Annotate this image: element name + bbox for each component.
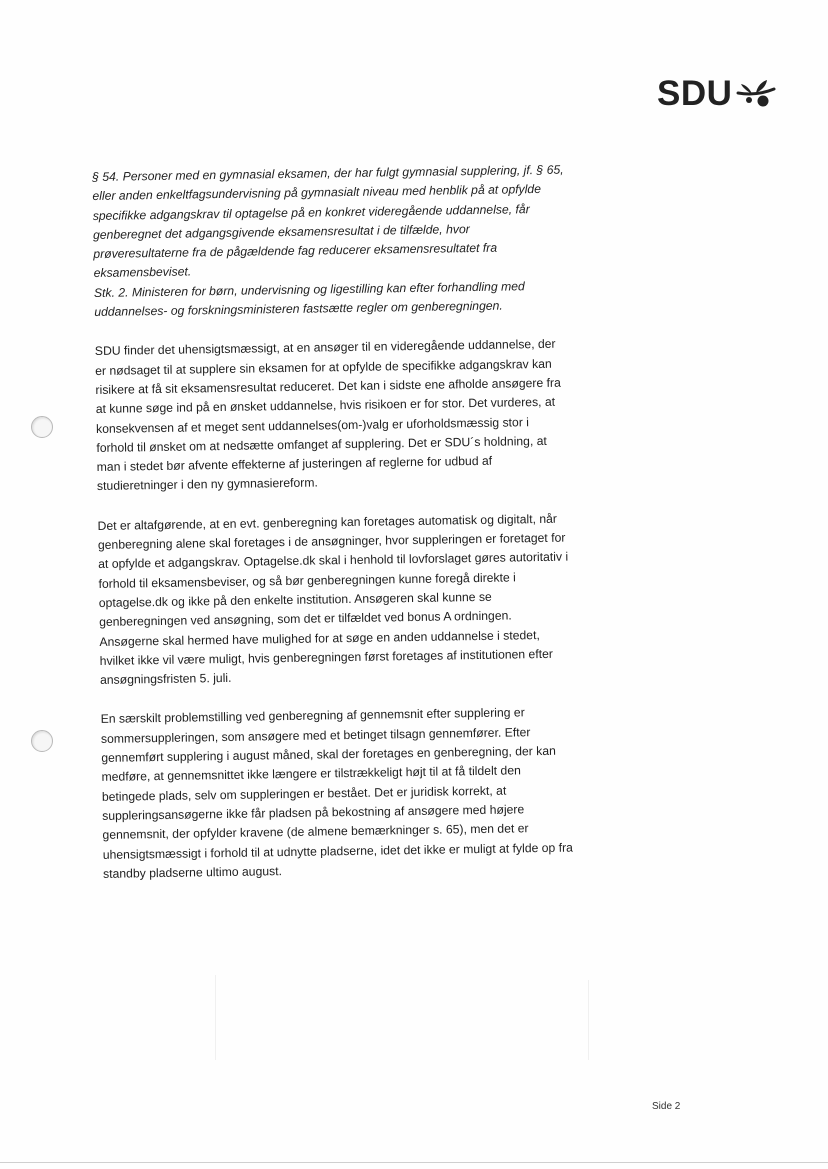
paragraph-line: En særskilt problemstilling ved genberegning af gennemsnit efter supplering er [100,705,525,727]
paragraph-line: hvilket ikke vil være muligt, hvis genberegningen først foretages af institutionen efter [99,646,553,668]
paragraph-line: konsekvensen af et meget sent uddannelses(om-)valg er uforholdsmæssig stor i [95,414,530,436]
paragraph-2 [97,509,600,691]
quote-line: uddannelses- og forskningsministeren fastsætte regler om genberegningen. [94,298,503,320]
page-number: Side 2 [652,1101,681,1112]
paragraph-line: man i stedet bør afvente effekterne af justeringen af reglerne for udbud af [96,453,493,475]
paragraph-line: at kunne søge ind på en ønsket uddannelse, hvis risikoen er for stor. Det vurderes, at [95,395,556,417]
punch-hole-bottom [31,730,53,752]
page-bottom-edge [0,1162,828,1163]
paragraph-line: gennemført supplering i august måned, skal der foretages en genberegning, der kan [101,743,556,765]
scan-artifact-line-left [215,975,216,1060]
quote-line: eksamensbeviset. [93,264,192,281]
quote-line: § 54. Personer med en gymnasial eksamen, der har fulgt gymnasial supplering, jf. § 65, [92,162,564,184]
paragraph-line: sommersuppleringen, som ansøgere med et betinget tilsagn gennemfører. Efter [100,724,531,746]
paragraph-line: uhensigtsmæssigt i forhold til at udnytte pladserne, idet det ikke er muligt at fylde op fra [102,840,573,862]
sdu-logo-text: SDU [657,74,733,113]
paragraph-line: at opfylde et adgangskrav. Optagelse.dk skal i henhold til lovforslaget gøres autoritativ i [98,549,569,572]
paragraph-line: suppleringsansøgerne ikke får pladsen på bekostning af ansøgere med højere [102,802,525,823]
paragraph-line: standby pladserne ultimo august. [102,863,283,881]
paragraph-line: SDU finder det uhensigtsmæssigt, at en ansøger til en videregående uddannelse, der [94,337,556,359]
paragraph-line: gennemsnit, der opfylder kravene (de almene bemærkninger s. 65), men det er [102,821,529,843]
paragraph-line: Ansøgerne skal hermed have mulighed for at søge en anden uddannelse i stedet, [99,627,540,649]
quote-line: specifikke adgangskrav til optagelse på en konkret videregående uddannelse, får [92,201,530,223]
paragraph-line: betingede plads, selv om suppleringen er bestået. Det er juridisk korrekt, at [101,783,507,804]
document-content [92,160,603,884]
paragraph-line: risikere at få sit eksamensresultat reduceret. Det kan i sidste ene afholde ansøgere fra [95,375,561,397]
paragraph-line: Det er altafgørende, at en evt. genberegning kan foretages automatisk og digitalt, når [97,511,558,533]
paragraph-line: genberegning alene skal foretages i de ansøgninger, hvor suppleringen er foretaget for [97,530,566,552]
paragraph-line: medføre, at gennemsnittet ikke længere er tilstrækkeligt højt til at få tildelt den [101,763,521,785]
paragraph-line: studieretninger i den ny gymnasiereform. [96,475,318,494]
paragraph-1 [95,334,597,496]
quote-line: eller anden enkeltfagsundervisning på gymnasialt niveau med henblik på at opfylde [92,182,542,204]
quote-line: prøveresultaterne fra de pågældende fag reducerer eksamensresultatet fra [93,240,498,262]
quote-line: Stk. 2. Ministeren for børn, undervisning og ligestilling kan efter forhandling med [93,278,525,300]
paragraph-line: forhold til eksamensbeviser, og så bør genberegningen kunne foregå direkte i [98,570,516,591]
sdu-logo [657,74,777,114]
paragraph-line: optagelse.dk og ikke på den enkelte institution. Ansøgeren skal kunne se [98,589,492,610]
paragraph-3 [101,703,604,885]
paragraph-line: genberegningen ved ansøgning, som det er tilfældet ved bonus A ordningen. [99,608,512,630]
paragraph-line: ansøgningsfristen 5. juli. [99,670,232,688]
paragraph-line: er nødsaget til at supplere sin eksamen for at opfylde de specifikke adgangskrav kan [95,356,552,378]
punch-hole-top [31,416,53,438]
quote-line: genberegnet det adgangsgivende eksamensresultat i de tilfælde, hvor [92,221,470,242]
paragraph-line: forhold til ønsket om at nedsætte omfanget af supplering. Det er SDU´s holdning, at [96,433,547,455]
law-quote [92,160,594,322]
sdu-leaf-icon [736,78,776,110]
scan-artifact-line-right [588,980,589,1060]
